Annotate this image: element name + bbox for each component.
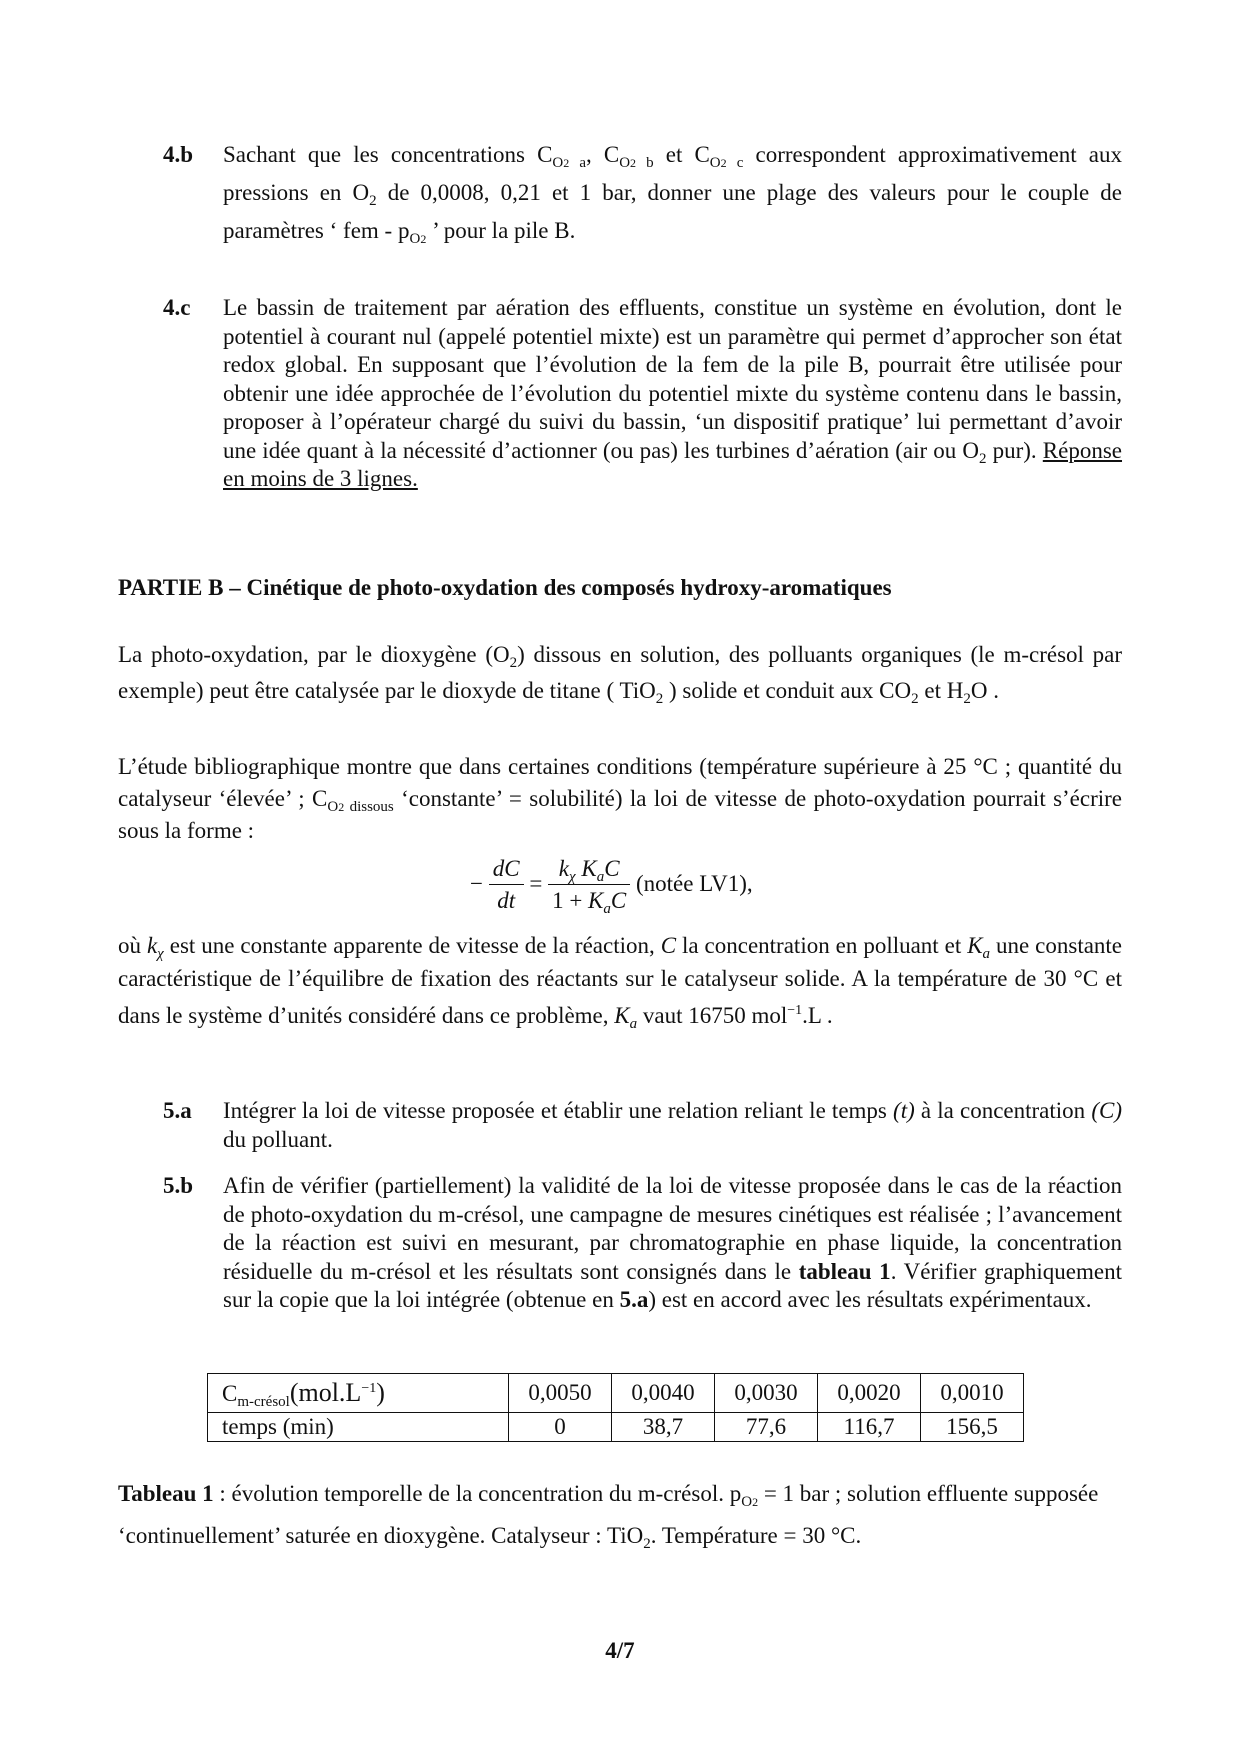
question-4c	[163, 294, 1122, 494]
page-number: 4/7	[605, 1638, 635, 1663]
question-number: 4.c	[163, 295, 191, 320]
formula-label: (notée LV1),	[635, 870, 753, 896]
question-text: Afin de vérifier (partiellement) la validité de la loi de vitesse proposée dans le cas de la réaction de photo-oxydation du m-crésol, une campagne de mesures cinétiques est réalisée ; l’avancement de la réaction est suivi en mesurant, par chromatographie en phase liquide, la concentration résiduelle du m-crésol et les résultats sont consignés dans le tableau 1. Vérifier graphiquement sur la copie que la loi intégrée (obtenue en 5.a) est en accord avec les résultats expérimentaux.	[223, 1173, 1123, 1312]
table-cell: 116,7	[818, 1413, 921, 1442]
table-cell: 0,0050	[509, 1374, 612, 1413]
question-number: 5.a	[163, 1098, 192, 1123]
table-caption: Tableau 1 : évolution temporelle de la concentration du m-crésol. $p_{O2} = 1$ bar ; solution effluente supposée ‘continuellement’ saturée en dioxygène. Catalyseur : TiO$_2$. Température = 30 °C.	[118, 1481, 1099, 1552]
definitions-paragraph: où $k_\chi$ est une constante apparente de vitesse de la réaction, C la concentration en polluant et $K_a$ une constante caractéristique de l’équilibre de fixation des réactants sur le catalyseur solide. A la température de 30 °C et dans le système d’unités considéré dans ce problème, $K_a$ vaut 16750 mol$^{-1}$.L .	[118, 933, 1123, 1032]
table-cell: 0,0030	[715, 1374, 818, 1413]
table-row	[208, 1374, 1024, 1413]
question-number: 5.b	[163, 1173, 194, 1198]
data-table	[207, 1373, 1024, 1442]
question-4b	[163, 136, 1122, 250]
question-text: Le bassin de traitement par aération des effluents, constitue un système en évolution, dont le potentiel à courant nul (appelé potentiel mixte) est un paramètre qui permet d’approcher son état redox global. En supposant que l’évolution de la fem de la pile B, pourrait être utilisée pour obtenir une idée approchée de l’évolution du potentiel mixte du système contenu dans le bassin, proposer à l’opérateur chargé du suivi du bassin, ‘un dispositif pratique’ lui permettant d’avoir une idée quant à la nécessité d’actionner (ou pas) les turbines d’aération (air ou $O_2$ pur). Réponse en moins de 3 lignes.	[223, 295, 1123, 491]
table-cell: 38,7	[612, 1413, 715, 1442]
question-number: 4.b	[163, 142, 194, 167]
question-text: Intégrer la loi de vitesse proposée et établir une relation reliant le temps (t) à la concentration (C) du polluant.	[223, 1098, 1123, 1152]
table-cell: 77,6	[715, 1413, 818, 1442]
table-row	[208, 1413, 1024, 1442]
table-cell: 156,5	[921, 1413, 1024, 1442]
underlined-instruction: Réponse en moins de 3 lignes.	[223, 437, 1123, 491]
biblio-paragraph: L’étude bibliographique montre que dans certaines conditions (température supérieure à 25 °C ; quantité du catalyseur ‘élevée’ ; $C_{O2 dissous}$ ‘constante’ = solubilité) la loi de vitesse de photo-oxydation pourrait s’écrire sous la forme :	[118, 754, 1123, 843]
table-header-concentration: $C_{m-crésol}(mol.L^{-1})$	[208, 1374, 509, 1413]
table-cell: 0,0040	[612, 1374, 715, 1413]
question-5b	[163, 1172, 1122, 1315]
table-cell: 0,0010	[921, 1374, 1024, 1413]
intro-paragraph: La photo-oxydation, par le dioxygène $(O_2)$ dissous en solution, des polluants organiques (le m-crésol par exemple) peut être catalysée par le dioxyde de titane ( TiO$_2$ ) solide et conduit aux $CO_2$ et $H_2O$ .	[118, 642, 1122, 707]
question-5a	[163, 1097, 1122, 1154]
question-text: Sachant que les concentrations $C_{O2 a}$, $C_{O2 b}$ et $C_{O2 c}$ correspondent approximativement aux pressions en $O_2$ de 0,0008, 0,21 et 1 bar, donner une plage des valeurs pour le couple de paramètres ‘ fem - $p_{O2}$ ’ pour la pile B.	[223, 142, 1122, 247]
table-header-time: temps (min)	[208, 1413, 509, 1442]
table-cell: 0,0020	[818, 1374, 921, 1413]
table-cell: 0	[509, 1413, 612, 1442]
section-title: PARTIE B – Cinétique de photo-oxydation des composés hydroxy-aromatiques	[118, 575, 892, 600]
rate-law-formula: − $\frac{dC}{dt}$ = $\frac{k_\chi K_aC}{1 + K_aC}$ (notée LV1),	[470, 856, 753, 917]
